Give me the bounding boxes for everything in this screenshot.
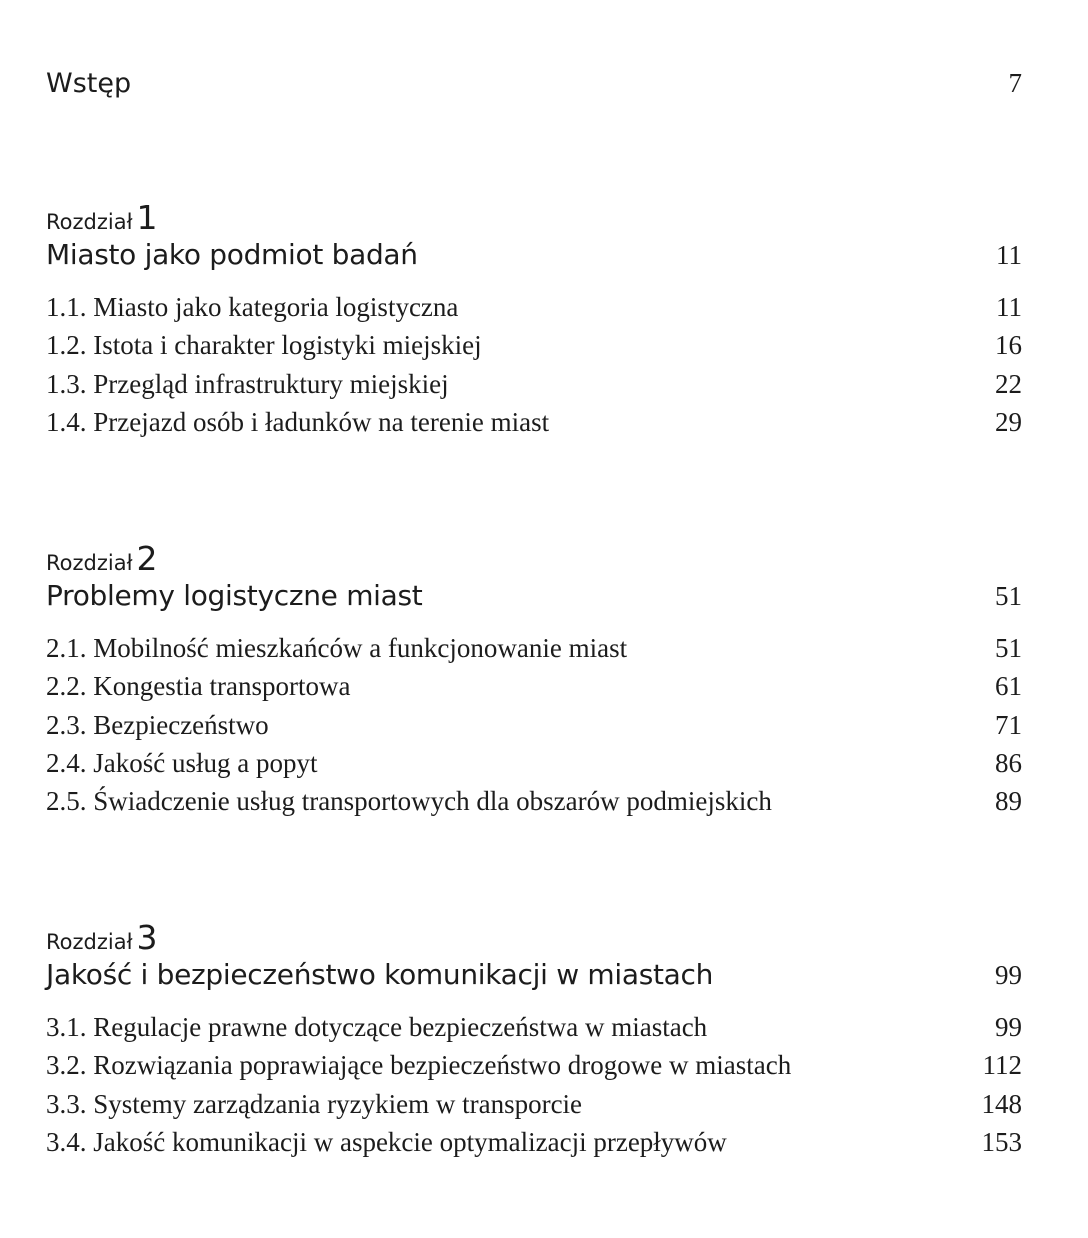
chapter-title-row (46, 958, 1022, 1008)
section-number: 1.2. (46, 330, 87, 361)
section-page-number: 29 (995, 406, 1022, 437)
section-entry (46, 1050, 1022, 1088)
section-page-number: 11 (996, 292, 1022, 322)
section-page-number: 153 (981, 1126, 1022, 1157)
section-page-number: 61 (995, 671, 1022, 702)
chapter-label-text: Rozdział (46, 210, 133, 234)
section-number: 2.3. (46, 709, 87, 740)
section-number: 2.2. (46, 671, 87, 702)
chapter-title: Jakość i bezpieczeństwo komunikacji w miastach (46, 958, 714, 991)
section-title: Kongestia transportowa (93, 671, 351, 702)
chapter-label (46, 198, 1022, 238)
section-title: Istota i charakter logistyki miejskiej (93, 330, 482, 361)
section-title: Świadczenie usług transportowych dla obszarów podmiejskich (93, 786, 772, 817)
section-number: 3.4. (46, 1126, 87, 1157)
section-title: Jakość komunikacji w aspekcie optymalizacji przepływów (93, 1126, 727, 1157)
chapter-title-row (46, 238, 1022, 288)
section-page-number: 51 (995, 633, 1022, 663)
section-number: 3.1. (46, 1012, 87, 1042)
section-page-number: 99 (995, 1012, 1022, 1042)
chapter-page-number: 99 (995, 960, 1022, 990)
section-number: 1.1. (46, 292, 87, 322)
chapter-label (46, 539, 1022, 579)
section-title: Przejazd osób i ładunków na terenie miast (93, 406, 550, 437)
chapter-3 (46, 918, 1022, 1165)
section-title: Jakość usług a popyt (93, 747, 318, 778)
section-number: 1.4. (46, 406, 87, 437)
section-page-number: 112 (982, 1050, 1022, 1081)
section-number: 2.5. (46, 786, 87, 817)
chapter-title: Problemy logistyczne miast (46, 579, 423, 612)
section-entry (46, 786, 1022, 824)
section-page-number: 71 (995, 709, 1022, 740)
chapter-title-row (46, 579, 1022, 629)
chapter-number: 1 (136, 198, 158, 237)
chapter-number: 2 (136, 539, 158, 578)
section-list (46, 1012, 1022, 1165)
chapter-page-number: 51 (995, 581, 1022, 611)
section-entry (46, 1127, 1022, 1165)
section-entry (46, 1012, 1022, 1050)
section-title: Miasto jako kategoria logistyczna (93, 292, 459, 322)
section-number: 2.4. (46, 747, 87, 778)
section-number: 2.1. (46, 633, 87, 663)
intro-title: Wstęp (46, 68, 132, 99)
chapter-number: 3 (136, 918, 158, 957)
section-title: Rozwiązania poprawiające bezpieczeństwo drogowe w miastach (93, 1050, 792, 1081)
section-entry (46, 748, 1022, 786)
chapter-title: Miasto jako podmiot badań (46, 238, 418, 271)
section-entry (46, 671, 1022, 709)
section-number: 3.3. (46, 1088, 87, 1119)
section-title: Systemy zarządzania ryzykiem w transporcie (93, 1088, 583, 1119)
section-list (46, 292, 1022, 445)
section-list (46, 633, 1022, 824)
section-page-number: 22 (995, 368, 1022, 399)
intro-entry (46, 68, 1022, 99)
section-entry (46, 1089, 1022, 1127)
section-number: 1.3. (46, 368, 87, 399)
section-page-number: 148 (981, 1088, 1022, 1119)
section-entry (46, 330, 1022, 368)
section-number: 3.2. (46, 1050, 87, 1081)
section-title: Przegląd infrastruktury miejskiej (93, 368, 449, 399)
chapter-label-text: Rozdział (46, 551, 133, 575)
section-title: Regulacje prawne dotyczące bezpieczeństwa w miastach (93, 1012, 708, 1042)
section-entry (46, 633, 1022, 671)
section-entry (46, 407, 1022, 445)
chapter-label-text: Rozdział (46, 930, 133, 954)
chapter-1 (46, 198, 1022, 445)
chapter-label (46, 918, 1022, 958)
section-page-number: 86 (995, 747, 1022, 778)
section-page-number: 89 (995, 786, 1022, 817)
section-entry (46, 292, 1022, 330)
chapter-page-number: 11 (996, 240, 1022, 270)
intro-page-number: 7 (1008, 68, 1022, 98)
section-entry (46, 369, 1022, 407)
chapter-2 (46, 539, 1022, 824)
section-page-number: 16 (995, 330, 1022, 361)
section-title: Mobilność mieszkańców a funkcjonowanie miast (93, 633, 628, 663)
section-entry (46, 710, 1022, 748)
section-title: Bezpieczeństwo (93, 709, 269, 740)
